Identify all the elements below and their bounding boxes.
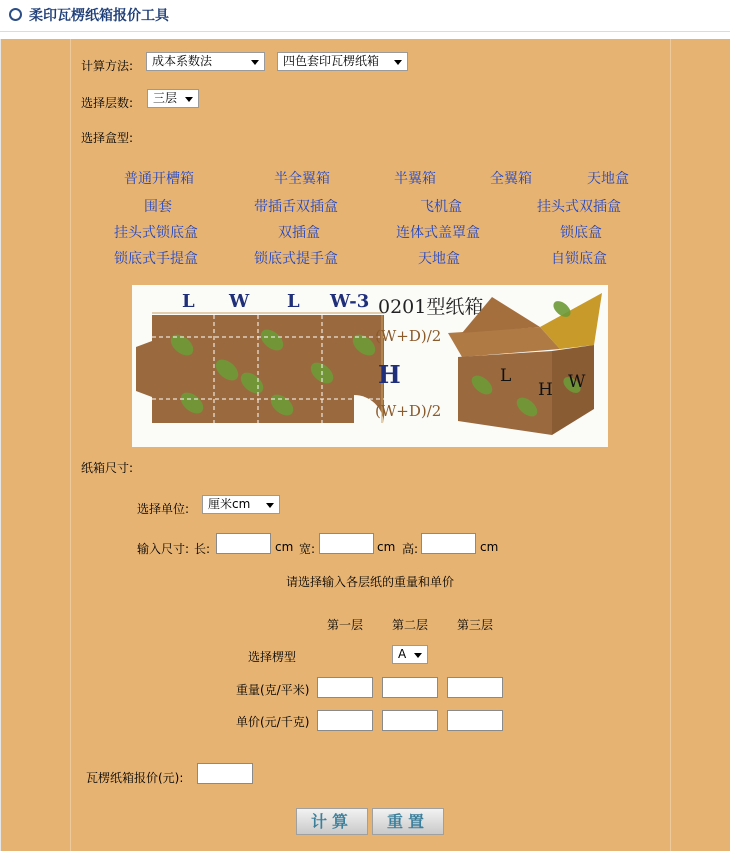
chevron-down-icon (266, 503, 274, 508)
print-type-select[interactable] (277, 52, 408, 71)
box-l-label: L (500, 366, 512, 386)
weight-input-2[interactable] (382, 677, 438, 698)
price-input-2[interactable] (382, 710, 438, 731)
layers-label: 选择层数: (81, 96, 134, 110)
box-link[interactable]: 围套 (144, 199, 172, 215)
box-link[interactable]: 全翼箱 (490, 171, 532, 187)
box-link[interactable]: 挂头式锁底盒 (114, 225, 198, 241)
size-label: 纸箱尺寸: (81, 461, 134, 475)
paper-prompt: 请选择输入各层纸的重量和单价 (286, 575, 455, 589)
chevron-down-icon (251, 60, 259, 65)
box-w-label: W (568, 372, 586, 392)
flap-top-label: (W+D)/2 (375, 327, 442, 345)
calc-method-value: 成本系数法 (152, 54, 213, 68)
height-unit: cm (480, 540, 499, 554)
price-input-1[interactable] (317, 710, 373, 731)
calc-method-label: 计算方法: (81, 59, 134, 73)
weight-input-3[interactable] (447, 677, 503, 698)
box-link[interactable]: 半翼箱 (394, 171, 436, 187)
price-label: 单价(元/千克) (236, 715, 310, 729)
box-type-label: 选择盒型: (81, 131, 134, 145)
flute-label: 选择楞型 (248, 650, 297, 664)
width-unit: cm (377, 540, 396, 554)
glue-flap (136, 341, 152, 397)
box-link[interactable]: 半全翼箱 (274, 171, 330, 187)
box-link[interactable]: 飞机盒 (420, 199, 462, 215)
chevron-down-icon (414, 653, 422, 658)
flap-bottom-label: (W+D)/2 (375, 402, 442, 420)
box-link[interactable]: 锁底式手提盒 (114, 251, 198, 267)
box-link[interactable]: 锁底式提手盒 (254, 251, 338, 267)
input-size-label: 输入尺寸: (137, 542, 190, 556)
quote-output[interactable] (197, 763, 253, 784)
calculate-button[interactable]: 计算 (296, 808, 368, 835)
box-link[interactable]: 自锁底盒 (551, 251, 607, 267)
height-input[interactable] (421, 533, 476, 554)
flute-select[interactable] (392, 645, 428, 664)
unit-select[interactable] (202, 495, 280, 514)
width-label: 宽: (299, 542, 316, 556)
weight-input-1[interactable] (317, 677, 373, 698)
circle-icon (9, 8, 22, 21)
chevron-down-icon (185, 97, 193, 102)
box-link[interactable]: 双插盒 (278, 225, 320, 241)
box-link[interactable]: 普通开槽箱 (124, 171, 194, 187)
divider (70, 39, 71, 851)
layer-header-1: 第一层 (327, 618, 364, 632)
height-label: 高: (402, 542, 419, 556)
dim-label-l2: L (287, 291, 300, 312)
unit-value: 厘米cm (208, 497, 251, 511)
print-type-value: 四色套印瓦楞纸箱 (283, 54, 380, 68)
box-link[interactable]: 锁底盒 (560, 225, 602, 241)
height-label: H (378, 360, 401, 389)
length-unit: cm (275, 540, 294, 554)
weight-label: 重量(克/平米) (236, 683, 310, 697)
divider (670, 39, 671, 851)
box-link[interactable]: 天地盒 (587, 171, 629, 187)
layer-header-2: 第二层 (392, 618, 429, 632)
dim-label-w1: W (229, 291, 250, 312)
box-diagram-svg (132, 285, 608, 447)
dim-label-l1: L (182, 291, 195, 312)
reset-button[interactable]: 重置 (372, 808, 444, 835)
unit-label: 选择单位: (137, 502, 190, 516)
title-bar (0, 0, 730, 32)
dim-label-w3: W-3 (330, 291, 370, 312)
box-link[interactable]: 天地盒 (418, 251, 460, 267)
box-diagram (132, 285, 608, 447)
calc-method-select[interactable] (146, 52, 265, 71)
layers-value: 三层 (153, 91, 178, 105)
length-label: 长: (194, 542, 211, 556)
box-link[interactable]: 带插舌双插盒 (254, 199, 338, 215)
price-input-3[interactable] (447, 710, 503, 731)
page-title: 柔印瓦楞纸箱报价工具 (29, 8, 169, 24)
diagram-title: 0201型纸箱 (378, 296, 484, 318)
box-link[interactable]: 连体式盖罩盒 (396, 225, 480, 241)
flute-value: A (398, 647, 407, 661)
box-h-label: H (538, 380, 553, 400)
width-input[interactable] (319, 533, 374, 554)
layer-header-3: 第三层 (457, 618, 494, 632)
layers-select[interactable] (147, 89, 199, 108)
chevron-down-icon (394, 60, 402, 65)
length-input[interactable] (216, 533, 271, 554)
quote-label: 瓦楞纸箱报价(元): (86, 771, 184, 785)
box-link[interactable]: 挂头式双插盒 (537, 199, 621, 215)
